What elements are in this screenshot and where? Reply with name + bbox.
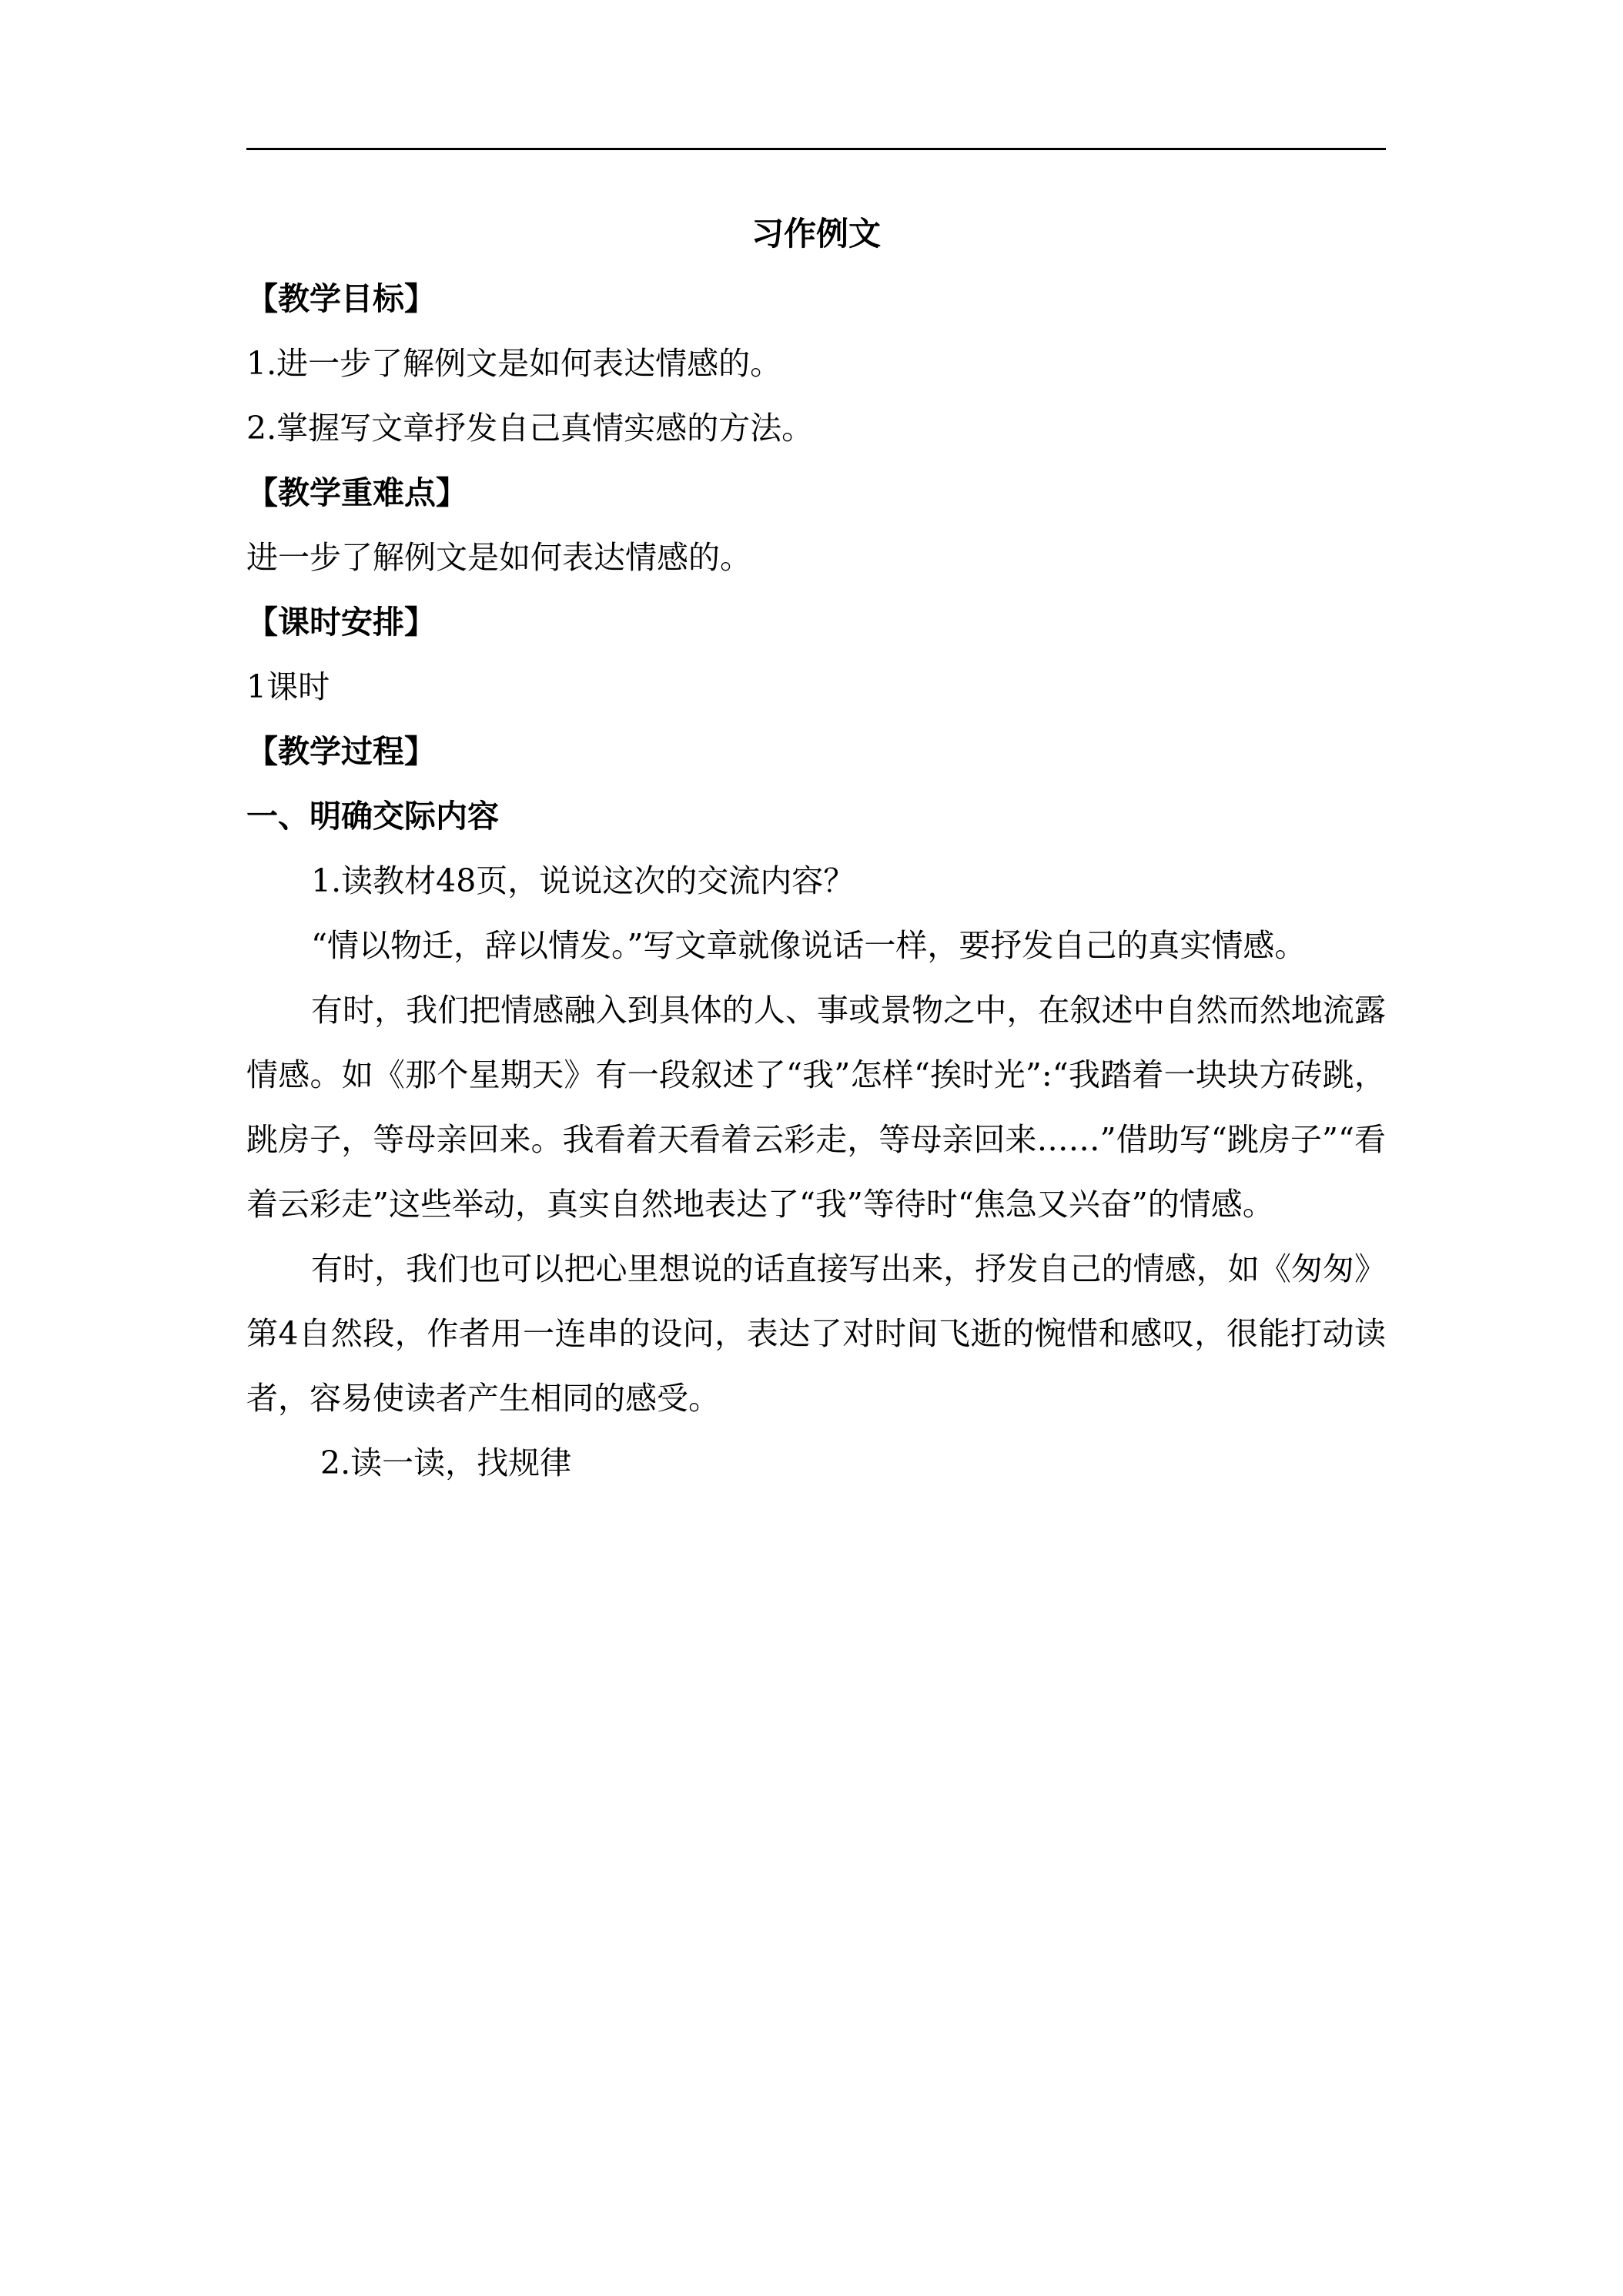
key-points-text: 进一步了解例文是如何表达情感的。	[246, 539, 751, 576]
document-title: 习作例文	[751, 215, 881, 253]
schedule-text: 1课时	[246, 668, 330, 705]
step-1: 1.读教材48页，说说这次的交流内容？	[311, 862, 855, 899]
part-one-heading: 一、明确交际内容	[246, 798, 499, 835]
paragraph-2: 有时，我们把情感融入到具体的人、事或景物之中，在叙述中自然而然地流露情感。如《那个星期天》有一段叙述了“我”怎样“挨时光”:“我踏着一块块方砖跳，跳房子，等母亲回来。我看着天看着云彩走，等母亲回来……”借助写“跳房子”“看着云彩走”这些举动，真实自然地表达了“我”等待时“焦急又兴奋”的情感。	[246, 992, 1386, 1223]
objective-1: 1.进一步了解例文是如何表达情感的。	[246, 345, 782, 382]
process-heading: 【教学过程】	[246, 733, 436, 770]
document-body	[246, 202, 1386, 1495]
step-2: 2.读一读，找规律	[320, 1444, 572, 1481]
paragraph-3: 有时，我们也可以把心里想说的话直接写出来，抒发自己的情感，如《匆匆》第4自然段，作者用一连串的设问，表达了对时间飞逝的惋惜和感叹，很能打动读者，容易使读者产生相同的感受。	[246, 1250, 1386, 1417]
header-rule	[246, 148, 1386, 150]
objectives-heading: 【教学目标】	[246, 280, 436, 317]
key-points-heading: 【教学重难点】	[246, 474, 467, 511]
objective-2: 2.掌握写文章抒发自己真情实感的方法。	[246, 410, 814, 447]
schedule-heading: 【课时安排】	[246, 604, 436, 641]
paragraph-1: “情以物迁，辞以情发。”写文章就像说话一样，要抒发自己的真实情感。	[311, 927, 1307, 964]
